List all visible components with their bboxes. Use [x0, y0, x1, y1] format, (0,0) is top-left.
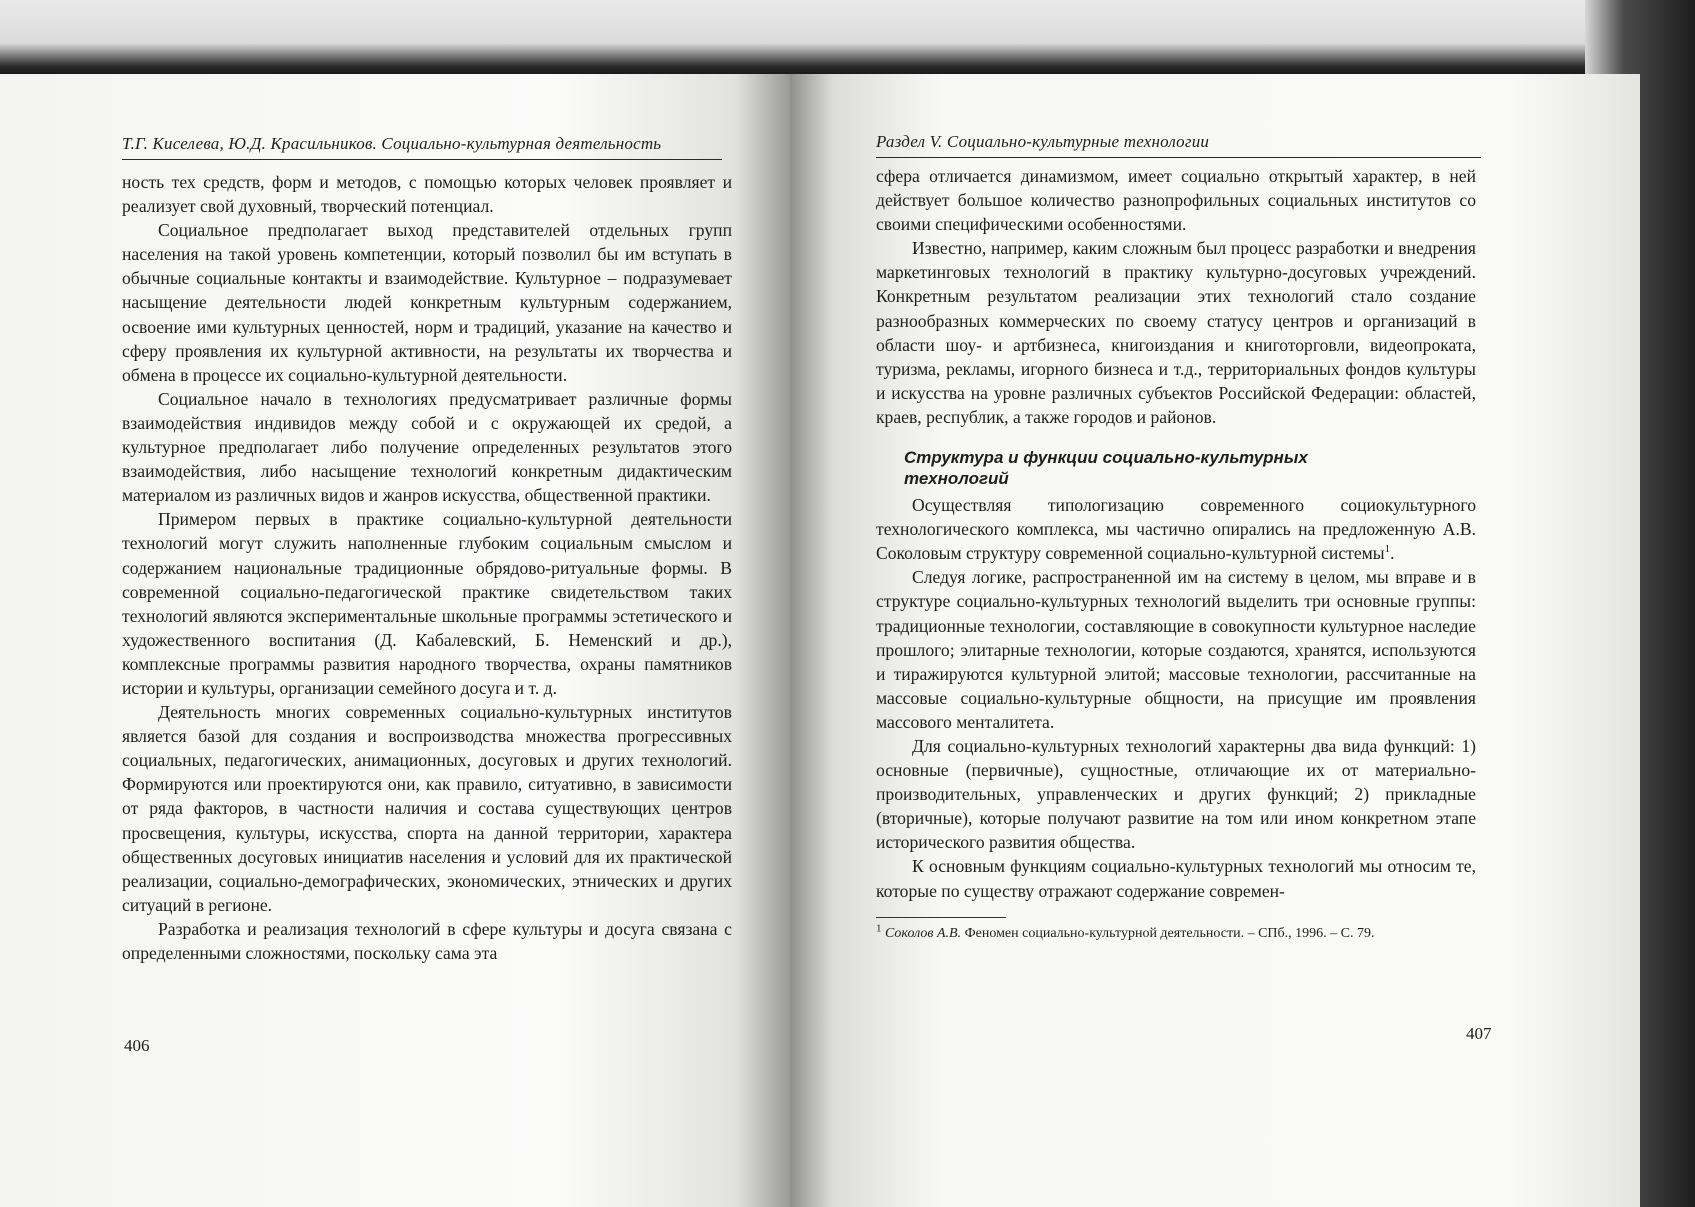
section-heading-line-2: технологий: [904, 469, 1009, 489]
left-body-text: [122, 170, 732, 965]
paragraph: Примером первых в практике социально-культурной деятельности технологий могут служить наполненные глубоким социальным смыслом и содержанием национальные традиционные обрядово-ритуальные формы. В современной социально-педагогической практике свидетельством таких технологий являются экспериментальные школьные программы эстетического и художественного воспитания (Д. Кабалевский, Б. Неменский и др.), комплексные программы развития народного творчества, охраны памятников истории и культуры, организации семейного досуга и т. д.: [122, 509, 732, 698]
paragraph: Деятельность многих современных социально-культурных институтов является базой для создания и воспроизводства множества прогрессивных социальных, педагогических, анимационных, досуговых и других технологий. Формируются или проектируются они, как правило, ситуативно, в зависимости от ряда факторов, в частности наличия и состава существующих центров просвещения, культуры, искусства, спорта на данной территории, характера общественных досуговых инициатив населения и условий для их практической реализации, социально-демографических, экономических, этнических и других ситуаций в регионе.: [122, 702, 732, 915]
right-page-number: 407: [1466, 1024, 1492, 1043]
right-running-head: Раздел V. Социально-культурные технологии: [876, 132, 1481, 158]
footnote-number: 1: [876, 921, 882, 934]
paragraph-with-footnote-ref: [876, 493, 1476, 565]
footnote: [876, 921, 1476, 944]
footnote-reference[interactable]: 1: [1384, 543, 1391, 556]
section-heading: [904, 447, 1476, 489]
section-heading-line-1: Структура и функции социально-культурных: [904, 448, 1308, 468]
footnote-text: Феномен социально-культурной деятельности. – СПб., 1996. – С. 79.: [964, 925, 1375, 941]
left-page-number: 406: [124, 1036, 150, 1055]
paragraph: Следуя логике, распространенной им на систему в целом, мы вправе и в структуре социально-культурных технологий выделить три основные группы: традиционные технологии, составляющие в совокупности культурное наследие прошлого; элитарные технологии, которые создаются, хранятся, используются и тиражируются культурной элитой; массовые технологии, рассчитанные на массовые социально-культурные общности, на присущие им проявления массового менталитета.: [876, 567, 1476, 732]
right-body-text: [876, 164, 1476, 944]
paragraph: Известно, например, каким сложным был процесс разработки и внедрения маркетинговых технологий в практику культурно-досуговых учреждений. Конкретным результатом реализации этих технологий стало создание разнообразных коммерческих по своему статусу центров и организаций в области шоу- и артбизнеса, книгоиздания и книготорговли, видеопроката, туризма, рекламы, игорного бизнеса и т.д., территориальных фондов культуры и искусства на уровне различных субъектов Российской Федерации: областей, краев, республик, а также городов и районов.: [876, 238, 1476, 427]
paragraph: Социальное начало в технологиях предусматривает различные формы взаимодействия индивидов между собой и с окружающей их средой, а культурное предполагает либо получение определенных результатов этого взаимодействия, либо насыщение технологий конкретным дидактическим материалом из различных видов и жанров искусства, общественной практики.: [122, 388, 732, 506]
paragraph: Разработка и реализация технологий в сфере культуры и досуга связана с определенными сложностями, поскольку сама эта: [122, 918, 732, 963]
scanner-top-edge: [0, 0, 1695, 78]
paragraph: К основным функциям социально-культурных технологий мы относим те, которые по существу отражают содержание современ-: [876, 856, 1476, 901]
paragraph: сфера отличается динамизмом, имеет социально открытый характер, в ней действует большое количество разнопрофильных социальных институтов со своими специфическими особенностями.: [876, 166, 1476, 235]
right-page: [790, 74, 1640, 1207]
left-running-head: Т.Г. Киселева, Ю.Д. Красильников. Социально-культурная деятельность: [122, 134, 722, 160]
paragraph-end: .: [1390, 543, 1395, 564]
footnote-author: Соколов А.В.: [885, 925, 962, 941]
book-spread: [0, 74, 1640, 1207]
footnote-divider: [876, 917, 1006, 918]
paragraph: ность тех средств, форм и методов, с помощью которых человек проявляет и реализует свой духовный, творческий потенциал.: [122, 172, 732, 217]
left-page: [0, 74, 790, 1207]
paragraph: Для социально-культурных технологий характерны два вида функций: 1) основные (первичные), сущностные, отличающие их от материально-производительных, управленческих и других функций; 2) прикладные (вторичные), которые получают развитие на том или ином конкретном этапе исторического развития общества.: [876, 735, 1476, 853]
paragraph-text: Осуществляя типологизацию современного социокультурного технологического комплекса, мы частично опирались на предложенную А.В. Соколовым структуру современной социально-культурной системы: [876, 495, 1476, 564]
paragraph: Социальное предполагает выход представителей отдельных групп населения на такой уровень компетенции, который позволил бы им вступать в обычные социальные контакты и взаимодействие. Культурное – подразумевает насыщение деятельности людей конкретным культурным содержанием, освоение ими культурных ценностей, норм и традиций, указание на качество и сферу проявления их культурной активности, на результаты их творчества и обмена в процессе их социально-культурной деятельности.: [122, 220, 732, 385]
